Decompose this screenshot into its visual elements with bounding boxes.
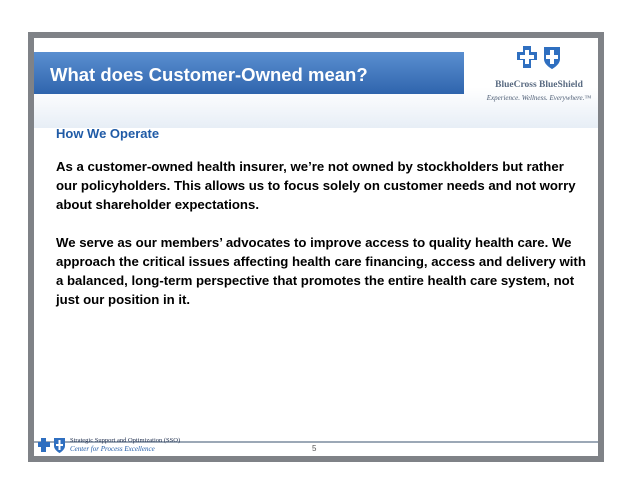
footer-logo	[38, 436, 198, 456]
footer-center-label: Center for Process Excellence	[70, 445, 155, 453]
footer-sso-label: Strategic Support and Optimization (SSO)	[70, 437, 181, 444]
section-heading: How We Operate	[56, 126, 160, 141]
body-paragraph: We serve as our members’ advocates to improve access to quality health care. We approach the critical issues affecting health care financing, access and delivery with a balanced, long-term perspective that promotes the entire health care system, not just our position in it.	[56, 235, 586, 307]
bcbs-logo	[480, 38, 598, 118]
logo-marks	[516, 44, 564, 70]
cross-icon	[517, 46, 537, 68]
shield-icon	[544, 47, 560, 69]
slide-body	[56, 126, 586, 328]
slide	[34, 38, 598, 456]
page-number: 5	[312, 444, 317, 453]
title-bar	[34, 52, 464, 94]
body-paragraph: As a customer-owned health insurer, we’re not owned by stockholders but rather our policyholders. This allows us to focus solely on customer needs and not worry about shareholder expectations.	[56, 159, 576, 212]
slide-title: What does Customer-Owned mean?	[50, 64, 368, 85]
brand-tagline: Experience. Wellness. Everywhere.™	[486, 94, 592, 102]
footer-cross-shield-icon	[38, 436, 68, 454]
brand-name: BlueCross BlueShield	[495, 80, 583, 90]
